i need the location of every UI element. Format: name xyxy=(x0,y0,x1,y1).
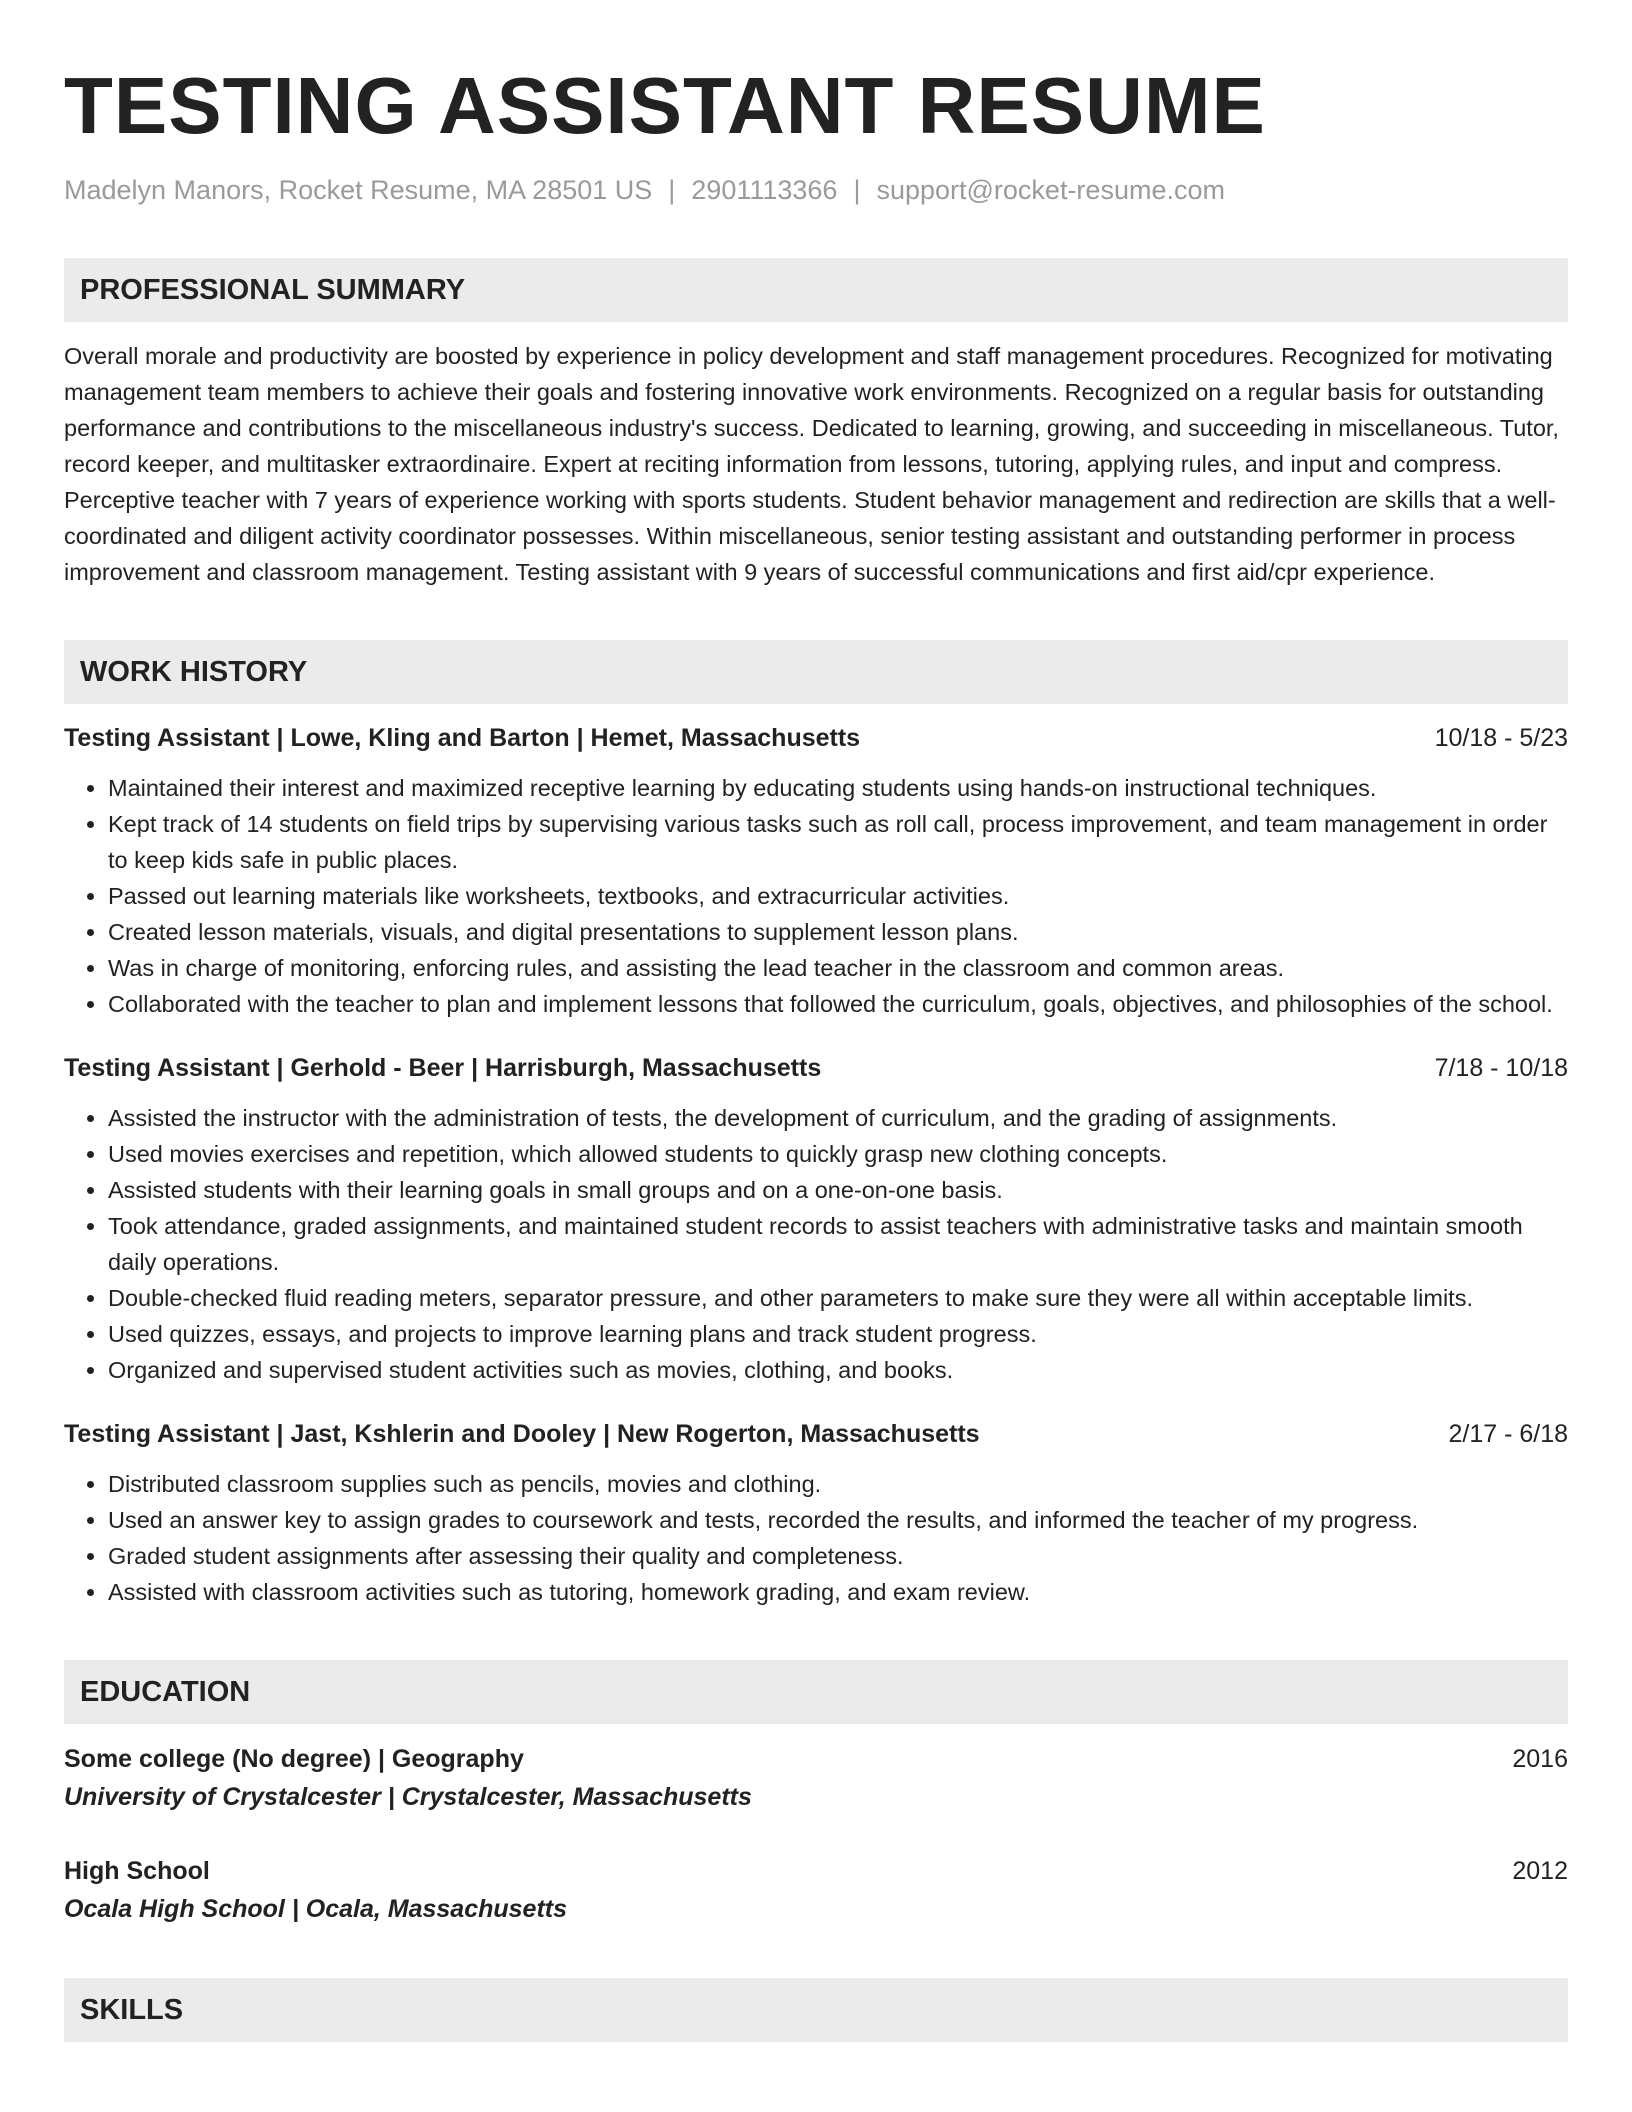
job-bullet: • Created lesson materials, visuals, and digital presentations to supplement lesson plans. xyxy=(108,914,1568,950)
education-entry xyxy=(64,1852,1568,1928)
job-bullets xyxy=(64,1466,1568,1610)
education-school: University of Crystalcester | Crystalcester, Massachusetts xyxy=(64,1783,752,1811)
job-bullet: • Collaborated with the teacher to plan and implement lessons that followed the curriculum, goals, objectives, and philosophies of the school. xyxy=(108,986,1568,1022)
contact-address: Madelyn Manors, Rocket Resume, MA 28501 US xyxy=(64,175,653,205)
job-bullet: • Double-checked fluid reading meters, separator pressure, and other parameters to make sure they were all within acceptable limits. xyxy=(108,1280,1568,1316)
contact-separator: | xyxy=(668,175,676,205)
job-bullet: • Kept track of 14 students on field trips by supervising various tasks such as roll call, process improvement, and team management in order to keep kids safe in public places. xyxy=(108,806,1568,878)
job-bullet: • Used movies exercises and repetition, which allowed students to quickly grasp new clothing concepts. xyxy=(108,1136,1568,1172)
job-title: Testing Assistant | Lowe, Kling and Barton | Hemet, Massachusetts xyxy=(64,724,861,752)
job-bullet: • Maintained their interest and maximized receptive learning by educating students using hands-on instructional techniques. xyxy=(108,770,1568,806)
job-dates: 7/18 - 10/18 xyxy=(1434,1054,1568,1082)
job-dates: 10/18 - 5/23 xyxy=(1434,724,1568,752)
job-bullet: • Organized and supervised student activities such as movies, clothing, and books. xyxy=(108,1352,1568,1388)
job-entry xyxy=(64,1050,1568,1388)
education-header xyxy=(64,1852,1568,1890)
job-title: Testing Assistant | Gerhold - Beer | Harrisburgh, Massachusetts xyxy=(64,1054,822,1082)
job-bullet: • Was in charge of monitoring, enforcing rules, and assisting the lead teacher in the classroom and common areas. xyxy=(108,950,1568,986)
job-bullet: • Used an answer key to assign grades to coursework and tests, recorded the results, and informed the teacher of my progress. xyxy=(108,1502,1568,1538)
education-year: 2012 xyxy=(1512,1857,1568,1885)
section-header-education: EDUCATION xyxy=(64,1660,1568,1724)
job-bullet: • Graded student assignments after assessing their quality and completeness. xyxy=(108,1538,1568,1574)
resume-title: TESTING ASSISTANT RESUME xyxy=(64,61,1266,150)
job-bullets xyxy=(64,770,1568,1022)
job-bullet: • Assisted with classroom activities such as tutoring, homework grading, and exam review. xyxy=(108,1574,1568,1610)
job-entry xyxy=(64,1416,1568,1610)
job-bullet: • Distributed classroom supplies such as pencils, movies and clothing. xyxy=(108,1466,1568,1502)
job-bullet: • Assisted students with their learning goals in small groups and on a one-on-one basis. xyxy=(108,1172,1568,1208)
education-entry xyxy=(64,1740,1568,1816)
education-school: Ocala High School | Ocala, Massachusetts xyxy=(64,1895,568,1923)
section-header-work-history: WORK HISTORY xyxy=(64,640,1568,704)
job-header xyxy=(64,1050,1568,1086)
education-degree: High School xyxy=(64,1857,210,1885)
job-bullet: • Passed out learning materials like worksheets, textbooks, and extracurricular activities. xyxy=(108,878,1568,914)
contact-phone: 2901113366 xyxy=(691,175,838,205)
job-title: Testing Assistant | Jast, Kshlerin and Dooley | New Rogerton, Massachusetts xyxy=(64,1420,980,1448)
education-degree: Some college (No degree) | Geography xyxy=(64,1745,524,1773)
summary-text: Overall morale and productivity are boosted by experience in policy development and staff management procedures. Recognized for motivating management team members to achieve their goals and fostering innovative work environments. Recognized on a regular basis for outstanding performance and contributions to the miscellaneous industry's success. Dedicated to learning, growing, and succeeding in miscellaneous. Tutor, record keeper, and multitasker extraordinaire. Expert at reciting information from lessons, tutoring, applying rules, and input and compress. Perceptive teacher with 7 years of experience working with sports students. Student behavior management and redirection are skills that a well-coordinated and diligent activity coordinator possesses. Within miscellaneous, senior testing assistant and outstanding performer in process improvement and classroom management. Testing assistant with 9 years of successful communications and first aid/cpr experience. xyxy=(64,343,1559,585)
contact-line xyxy=(64,172,1568,208)
education-header xyxy=(64,1740,1568,1778)
job-header xyxy=(64,720,1568,756)
contact-separator: | xyxy=(853,175,861,205)
job-bullet: • Used quizzes, essays, and projects to improve learning plans and track student progress. xyxy=(108,1316,1568,1352)
education-year: 2016 xyxy=(1512,1745,1568,1773)
contact-email: support@rocket-resume.com xyxy=(876,175,1225,205)
job-entry xyxy=(64,720,1568,1022)
job-bullet: • Assisted the instructor with the administration of tests, the development of curriculum, and the grading of assignments. xyxy=(108,1100,1568,1136)
job-bullets xyxy=(64,1100,1568,1388)
job-dates: 2/17 - 6/18 xyxy=(1448,1420,1568,1448)
section-header-skills: SKILLS xyxy=(64,1978,1568,2042)
job-header xyxy=(64,1416,1568,1452)
section-header-summary: PROFESSIONAL SUMMARY xyxy=(64,258,1568,322)
job-bullet: • Took attendance, graded assignments, and maintained student records to assist teachers with administrative tasks and maintain smooth daily operations. xyxy=(108,1208,1568,1280)
